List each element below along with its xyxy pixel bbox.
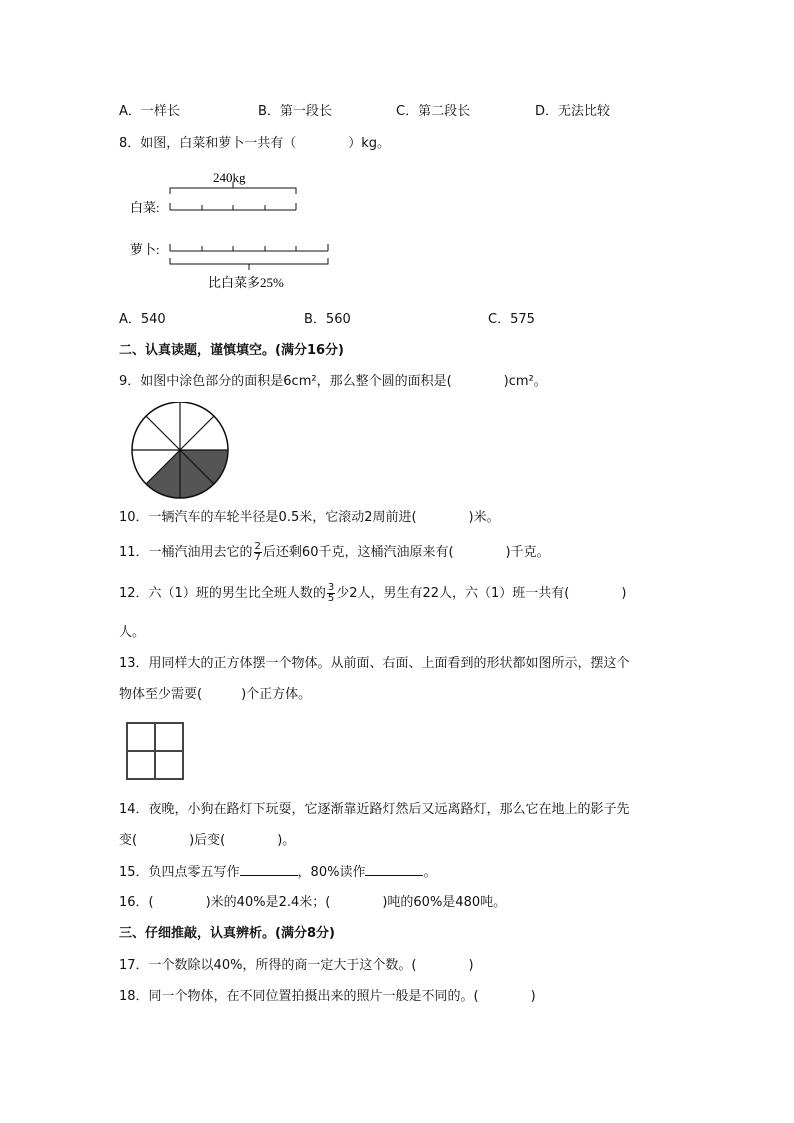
q11-text-before: 11．一桶汽油用去它的 <box>119 545 253 560</box>
q11-text-after: 后还剩60千克，这桶汽油原来有( )千克。 <box>262 545 550 560</box>
q12-frac-den: 5 <box>327 593 335 604</box>
q14-line-1: 14．夜晚，小狗在路灯下玩耍，它逐渐靠近路灯然后又远离路灯，那么它在地上的影子先 <box>119 802 630 817</box>
q16-stem: 16．( )米的40%是2.4米；( )吨的60%是480吨。 <box>119 895 507 910</box>
q7-option-a: A．一样长 <box>119 104 180 119</box>
q10-stem: 10．一辆汽车的车轮半径是0.5米，它滚动2周前进( )米。 <box>119 510 500 525</box>
q17-stem: 17．一个数除以40%，所得的商一定大于这个数。( ) <box>119 958 474 973</box>
q8-top-label: 240kg <box>213 170 246 185</box>
q13-line-1: 13．用同样大的正方体摆一个物体。从前面、右面、上面看到的形状都如图所示，摆这个 <box>119 656 630 671</box>
q9-circle-figure <box>130 402 230 500</box>
q15-part-3: 。 <box>423 865 437 880</box>
q7-option-b: B．第一段长 <box>258 104 332 119</box>
q15-part-1: 15．负四点零五写作 <box>119 865 240 880</box>
q8-radish-bar <box>170 244 328 251</box>
q12-text-before: 12．六（1）班的男生比全班人数的 <box>119 586 326 601</box>
q8-cabbage-label: 白菜: <box>130 200 160 215</box>
q8-stem: 8．如图，白菜和萝卜一共有（ ）kg。 <box>119 136 391 151</box>
q12-frac-num: 3 <box>327 582 335 593</box>
section-3-title: 三、仔细推敲，认真辨析。(满分8分) <box>119 926 335 941</box>
q15-blank-1[interactable] <box>240 863 298 876</box>
q15-blank-2[interactable] <box>365 863 423 876</box>
q12-fraction <box>327 583 335 604</box>
q11-frac-den: 7 <box>254 552 261 563</box>
section-2-title: 二、认真读题，谨慎填空。(满分16分) <box>119 343 344 358</box>
q9-shaded-sector-3 <box>146 450 180 498</box>
q8-bottom-label: 比白菜多25% <box>208 275 284 290</box>
q12-line-2: 人。 <box>119 625 146 640</box>
q11-line <box>119 541 550 565</box>
q8-radish-label: 萝卜: <box>130 242 160 257</box>
q18-stem: 18．同一个物体，在不同位置拍摄出来的照片一般是不同的。( ) <box>119 989 536 1004</box>
q8-option-a: A．540 <box>119 312 166 327</box>
q15-line <box>119 863 436 882</box>
q11-frac-num: 2 <box>254 541 261 552</box>
q7-option-c: C．第二段长 <box>396 104 471 119</box>
q11-fraction <box>254 542 262 563</box>
q14-line-2: 变( )后变( )。 <box>119 833 296 848</box>
q7-option-d: D．无法比较 <box>535 104 611 119</box>
q8-bar-figure <box>125 165 345 295</box>
q8-option-b: B．560 <box>304 312 351 327</box>
q13-grid-figure <box>126 722 186 782</box>
q12-line <box>119 582 626 606</box>
q8-option-c: C．575 <box>488 312 535 327</box>
q8-cabbage-bar <box>170 203 296 210</box>
q12-text-after: 少2人，男生有22人，六（1）班一共有( ) <box>336 586 627 601</box>
q9-stem: 9．如图中涂色部分的面积是6cm²，那么整个圆的面积是( )cm²。 <box>119 374 547 389</box>
q15-part-2: ，80%读作 <box>297 865 366 880</box>
q13-line-2: 物体至少需要( )个正方体。 <box>119 687 312 702</box>
